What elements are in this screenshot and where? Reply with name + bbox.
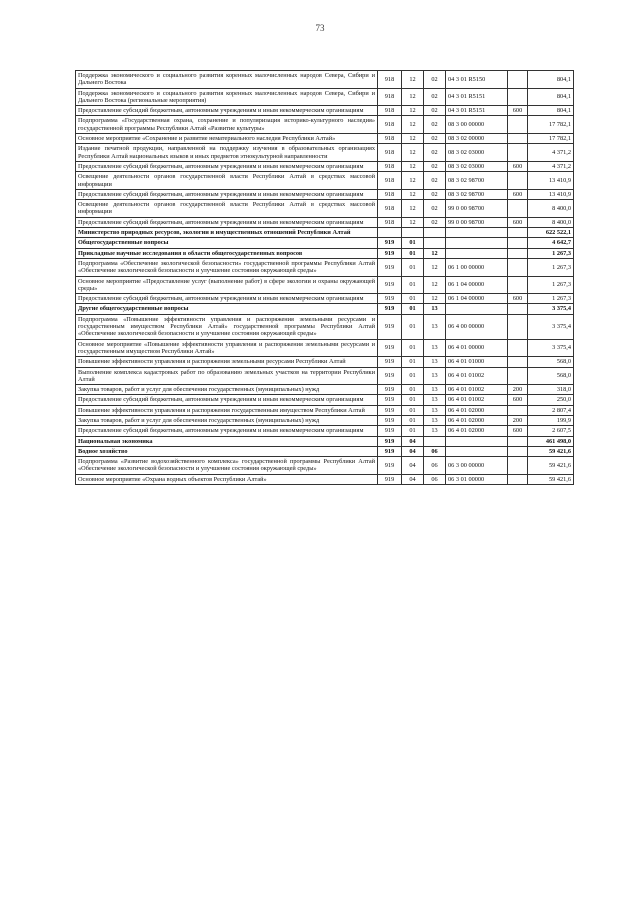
row-target-article: 08 3 02 98700 [446, 189, 508, 199]
row-target-article: 06 4 01 02000 [446, 426, 508, 436]
row-target-article [446, 248, 508, 258]
row-ministry-code: 919 [378, 457, 402, 475]
row-section: 01 [402, 276, 424, 294]
row-target-article: 06 4 01 01000 [446, 357, 508, 367]
row-expense-type [508, 228, 528, 238]
row-amount: 1 267,3 [528, 294, 574, 304]
row-target-article: 06 1 00 00000 [446, 258, 508, 276]
row-expense-type [508, 172, 528, 190]
row-ministry-code: 918 [378, 189, 402, 199]
row-expense-type: 600 [508, 426, 528, 436]
table-row [76, 134, 574, 144]
table-row [76, 385, 574, 395]
row-subsection: 12 [424, 294, 446, 304]
row-ministry-code: 918 [378, 106, 402, 116]
row-amount: 804,1 [528, 88, 574, 106]
row-expense-type [508, 88, 528, 106]
row-expense-type [508, 304, 528, 314]
row-target-article: 04 3 01 R5151 [446, 88, 508, 106]
row-name: Предоставление субсидий бюджетным, автономным учреждениям и иным некоммерческим организациям [76, 294, 378, 304]
row-expense-type [508, 276, 528, 294]
row-subsection: 06 [424, 446, 446, 456]
row-section: 12 [402, 144, 424, 162]
row-amount: 461 498,0 [528, 436, 574, 446]
table-row [76, 304, 574, 314]
row-section: 01 [402, 367, 424, 385]
row-expense-type [508, 144, 528, 162]
row-name: Издание печатной продукции, направленной на поддержку изучения в образовательных организациях Республики Алтай национальных языков и иных предметов этнокультурной направленности [76, 144, 378, 162]
row-target-article: 06 4 01 02000 [446, 405, 508, 415]
table-row [76, 294, 574, 304]
table-row [76, 238, 574, 248]
row-subsection: 02 [424, 88, 446, 106]
row-expense-type [508, 248, 528, 258]
row-section: 01 [402, 385, 424, 395]
table-row [76, 357, 574, 367]
row-ministry-code: 919 [378, 415, 402, 425]
row-section: 01 [402, 426, 424, 436]
row-subsection: 06 [424, 457, 446, 475]
row-subsection: 13 [424, 357, 446, 367]
table-row [76, 189, 574, 199]
row-subsection [424, 238, 446, 248]
row-section: 12 [402, 217, 424, 227]
row-section: 12 [402, 116, 424, 134]
row-ministry-code: 919 [378, 436, 402, 446]
row-section: 01 [402, 248, 424, 258]
row-target-article: 08 3 02 98700 [446, 172, 508, 190]
row-expense-type: 200 [508, 415, 528, 425]
row-amount: 13 410,9 [528, 172, 574, 190]
row-section [402, 228, 424, 238]
row-amount: 1 267,3 [528, 258, 574, 276]
row-target-article: 06 4 01 00000 [446, 339, 508, 357]
row-ministry-code: 918 [378, 172, 402, 190]
table-body [76, 71, 574, 485]
row-subsection: 13 [424, 415, 446, 425]
row-name: Национальная экономика [76, 436, 378, 446]
row-amount: 17 782,1 [528, 116, 574, 134]
row-subsection: 02 [424, 200, 446, 218]
row-subsection: 13 [424, 314, 446, 339]
row-subsection: 13 [424, 395, 446, 405]
row-section: 12 [402, 172, 424, 190]
row-amount: 622 522,1 [528, 228, 574, 238]
table-row [76, 116, 574, 134]
row-amount: 4 371,2 [528, 144, 574, 162]
row-target-article: 06 4 01 02000 [446, 415, 508, 425]
row-amount: 3 375,4 [528, 304, 574, 314]
table-row [76, 405, 574, 415]
row-section: 04 [402, 436, 424, 446]
row-target-article [446, 238, 508, 248]
row-amount: 199,9 [528, 415, 574, 425]
table-row [76, 144, 574, 162]
row-ministry-code: 919 [378, 405, 402, 415]
row-amount: 568,0 [528, 357, 574, 367]
row-name: Подпрограмма «Государственная охрана, сохранение и популяризация историко-культурного наследия» государственной программы Республики Алтай «Развитие культуры» [76, 116, 378, 134]
row-target-article: 06 1 04 00000 [446, 294, 508, 304]
row-ministry-code: 919 [378, 367, 402, 385]
row-amount: 318,0 [528, 385, 574, 395]
row-expense-type: 600 [508, 395, 528, 405]
row-subsection [424, 436, 446, 446]
row-section: 01 [402, 405, 424, 415]
row-target-article: 99 0 00 98700 [446, 200, 508, 218]
row-section: 12 [402, 134, 424, 144]
row-target-article [446, 304, 508, 314]
row-ministry-code: 918 [378, 200, 402, 218]
row-subsection: 02 [424, 106, 446, 116]
row-amount: 250,0 [528, 395, 574, 405]
row-name: Предоставление субсидий бюджетным, автономным учреждениям и иным некоммерческим организациям [76, 426, 378, 436]
page-number: 73 [315, 23, 325, 33]
row-ministry-code: 919 [378, 395, 402, 405]
table-row [76, 258, 574, 276]
table-row [76, 339, 574, 357]
row-target-article: 08 3 02 03000 [446, 144, 508, 162]
budget-table [75, 70, 574, 485]
row-subsection: 13 [424, 385, 446, 395]
row-target-article [446, 228, 508, 238]
table-row [76, 395, 574, 405]
row-ministry-code: 919 [378, 426, 402, 436]
row-target-article: 99 0 00 98700 [446, 217, 508, 227]
row-name: Закупка товаров, работ и услуг для обеспечения государственных (муниципальных) нужд [76, 385, 378, 395]
row-amount: 59 421,6 [528, 457, 574, 475]
row-name: Водное хозяйство [76, 446, 378, 456]
row-section: 04 [402, 446, 424, 456]
row-target-article: 08 3 00 00000 [446, 116, 508, 134]
row-subsection: 12 [424, 258, 446, 276]
row-section: 12 [402, 161, 424, 171]
row-name: Подпрограмма «Развитие водохозяйственного комплекса» государственной программы Республики Алтай «Обеспечение экологической безопасности и улучшение состояния окружающей среды» [76, 457, 378, 475]
row-amount: 8 400,0 [528, 200, 574, 218]
row-section: 12 [402, 189, 424, 199]
row-name: Повышение эффективности управления и распоряжения государственным имуществом Республики Алтай [76, 405, 378, 415]
row-expense-type [508, 200, 528, 218]
row-ministry-code: 919 [378, 474, 402, 484]
row-section: 01 [402, 314, 424, 339]
row-name: Основное мероприятие «Охрана водных объектов Республики Алтай» [76, 474, 378, 484]
row-subsection: 13 [424, 367, 446, 385]
row-expense-type [508, 314, 528, 339]
row-target-article: 08 3 02 03000 [446, 161, 508, 171]
row-subsection: 13 [424, 304, 446, 314]
row-expense-type [508, 367, 528, 385]
table-row [76, 415, 574, 425]
row-amount: 1 267,3 [528, 248, 574, 258]
row-expense-type [508, 258, 528, 276]
table-row [76, 436, 574, 446]
row-amount: 59 421,6 [528, 446, 574, 456]
row-ministry-code: 919 [378, 248, 402, 258]
row-target-article: 06 3 00 00000 [446, 457, 508, 475]
row-subsection: 13 [424, 405, 446, 415]
table-row [76, 217, 574, 227]
row-expense-type: 600 [508, 217, 528, 227]
row-section: 12 [402, 106, 424, 116]
row-subsection: 13 [424, 339, 446, 357]
row-ministry-code: 919 [378, 258, 402, 276]
row-ministry-code: 919 [378, 446, 402, 456]
row-expense-type: 600 [508, 161, 528, 171]
row-subsection: 02 [424, 71, 446, 89]
row-expense-type [508, 405, 528, 415]
row-subsection: 02 [424, 144, 446, 162]
row-name: Предоставление субсидий бюджетным, автономным учреждениям и иным некоммерческим организациям [76, 189, 378, 199]
row-ministry-code: 918 [378, 116, 402, 134]
row-ministry-code [378, 228, 402, 238]
table-row [76, 228, 574, 238]
row-ministry-code: 919 [378, 314, 402, 339]
row-name: Прикладные научные исследования в области общегосударственных вопросов [76, 248, 378, 258]
row-amount: 568,0 [528, 367, 574, 385]
table-row [76, 367, 574, 385]
row-section: 12 [402, 88, 424, 106]
row-target-article: 06 4 00 00000 [446, 314, 508, 339]
row-ministry-code: 919 [378, 357, 402, 367]
row-target-article: 06 1 04 00000 [446, 276, 508, 294]
row-name: Предоставление субсидий бюджетным, автономным учреждениям и иным некоммерческим организациям [76, 161, 378, 171]
row-target-article: 08 3 02 00000 [446, 134, 508, 144]
row-ministry-code: 918 [378, 134, 402, 144]
row-ministry-code: 918 [378, 144, 402, 162]
row-section: 12 [402, 200, 424, 218]
row-target-article: 06 4 01 01002 [446, 395, 508, 405]
row-expense-type [508, 457, 528, 475]
row-name: Основное мероприятие «Предоставление услуг (выполнение работ) в сфере экологии и охраны окружающей среды» [76, 276, 378, 294]
row-section: 04 [402, 474, 424, 484]
table-row [76, 248, 574, 258]
row-target-article [446, 436, 508, 446]
table-row [76, 88, 574, 106]
row-expense-type [508, 446, 528, 456]
row-expense-type [508, 134, 528, 144]
row-amount: 3 375,4 [528, 314, 574, 339]
row-ministry-code: 918 [378, 71, 402, 89]
row-ministry-code: 918 [378, 161, 402, 171]
row-ministry-code: 919 [378, 276, 402, 294]
row-ministry-code: 919 [378, 339, 402, 357]
row-section: 01 [402, 415, 424, 425]
row-name: Поддержка экономического и социального развития коренных малочисленных народов Севера, Сибири и Дальнего Востока [76, 71, 378, 89]
row-amount: 804,1 [528, 71, 574, 89]
row-expense-type: 600 [508, 294, 528, 304]
row-amount: 1 267,3 [528, 276, 574, 294]
row-subsection: 02 [424, 161, 446, 171]
row-name: Закупка товаров, работ и услуг для обеспечения государственных (муниципальных) нужд [76, 415, 378, 425]
row-name: Министерство природных ресурсов, экологии и имущественных отношений Республики Алтай [76, 228, 378, 238]
table-row [76, 474, 574, 484]
row-expense-type: 600 [508, 189, 528, 199]
row-name: Предоставление субсидий бюджетным, автономным учреждениям и иным некоммерческим организациям [76, 106, 378, 116]
row-target-article: 06 4 01 01002 [446, 367, 508, 385]
row-ministry-code: 918 [378, 88, 402, 106]
row-subsection: 12 [424, 276, 446, 294]
row-subsection: 02 [424, 134, 446, 144]
row-expense-type: 200 [508, 385, 528, 395]
row-name: Основное мероприятие «Повышение эффективности управления и распоряжения земельными ресурсами и государственным имуществом Республики Алтай» [76, 339, 378, 357]
row-section: 01 [402, 395, 424, 405]
row-expense-type [508, 238, 528, 248]
row-target-article: 04 3 01 R5150 [446, 71, 508, 89]
table-row [76, 200, 574, 218]
row-amount: 2 807,4 [528, 405, 574, 415]
row-target-article [446, 446, 508, 456]
row-name: Общегосударственные вопросы [76, 238, 378, 248]
table-row [76, 172, 574, 190]
row-expense-type [508, 474, 528, 484]
row-expense-type [508, 357, 528, 367]
row-ministry-code: 919 [378, 304, 402, 314]
row-section: 01 [402, 304, 424, 314]
row-name: Предоставление субсидий бюджетным, автономным учреждениям и иным некоммерческим организациям [76, 217, 378, 227]
row-name: Повышение эффективности управления и распоряжения земельными ресурсами Республики Алтай [76, 357, 378, 367]
row-subsection: 12 [424, 248, 446, 258]
row-subsection: 02 [424, 189, 446, 199]
table-row [76, 426, 574, 436]
table-row [76, 314, 574, 339]
row-ministry-code: 918 [378, 217, 402, 227]
row-name: Выполнение комплекса кадастровых работ по образованию земельных участков на территории Республики Алтай [76, 367, 378, 385]
row-target-article: 06 3 01 00000 [446, 474, 508, 484]
row-section: 04 [402, 457, 424, 475]
row-section: 01 [402, 238, 424, 248]
row-subsection: 02 [424, 172, 446, 190]
row-name: Подпрограмма «Повышение эффективности управления и распоряжения земельными ресурсами и государственным имуществом Республики Алтай» государственной программы Республики Алтай «Обеспечение экологической безопасности и улучшение состояния окружающей среды» [76, 314, 378, 339]
row-amount: 2 607,5 [528, 426, 574, 436]
row-amount: 59 421,6 [528, 474, 574, 484]
row-target-article: 06 4 01 01002 [446, 385, 508, 395]
row-amount: 804,1 [528, 106, 574, 116]
table-row [76, 106, 574, 116]
table-row [76, 276, 574, 294]
table-row [76, 446, 574, 456]
row-section: 01 [402, 339, 424, 357]
row-subsection: 02 [424, 116, 446, 134]
row-name: Основное мероприятие «Сохранение и развитие нематериального наследия Республики Алтай» [76, 134, 378, 144]
row-ministry-code: 919 [378, 385, 402, 395]
row-ministry-code: 919 [378, 294, 402, 304]
table-row [76, 71, 574, 89]
row-expense-type [508, 436, 528, 446]
row-amount: 17 782,1 [528, 134, 574, 144]
row-section: 12 [402, 71, 424, 89]
row-section: 01 [402, 258, 424, 276]
table-row [76, 457, 574, 475]
row-ministry-code: 919 [378, 238, 402, 248]
row-subsection: 13 [424, 426, 446, 436]
row-name: Подпрограмма «Обеспечение экологической безопасности» государственной программы Республики Алтай «Обеспечение экологической безопасности и улучшение состояния окружающей среды» [76, 258, 378, 276]
row-subsection: 06 [424, 474, 446, 484]
row-target-article: 04 3 01 R5151 [446, 106, 508, 116]
row-section: 01 [402, 357, 424, 367]
row-amount: 8 400,0 [528, 217, 574, 227]
row-amount: 4 371,2 [528, 161, 574, 171]
row-name: Другие общегосударственные вопросы [76, 304, 378, 314]
row-name: Освещение деятельности органов государственной власти Республики Алтай в средствах массовой информации [76, 200, 378, 218]
row-name: Предоставление субсидий бюджетным, автономным учреждениям и иным некоммерческим организациям [76, 395, 378, 405]
row-amount: 4 642,7 [528, 238, 574, 248]
row-amount: 13 410,9 [528, 189, 574, 199]
row-name: Поддержка экономического и социального развития коренных малочисленных народов Севера, Сибири и Дальнего Востока (региональные мероприятия) [76, 88, 378, 106]
row-subsection [424, 228, 446, 238]
row-section: 01 [402, 294, 424, 304]
row-expense-type [508, 116, 528, 134]
row-name: Освещение деятельности органов государственной власти Республики Алтай в средствах массовой информации [76, 172, 378, 190]
row-expense-type: 600 [508, 106, 528, 116]
table-row [76, 161, 574, 171]
row-amount: 3 375,4 [528, 339, 574, 357]
row-expense-type [508, 339, 528, 357]
row-subsection: 02 [424, 217, 446, 227]
row-expense-type [508, 71, 528, 89]
